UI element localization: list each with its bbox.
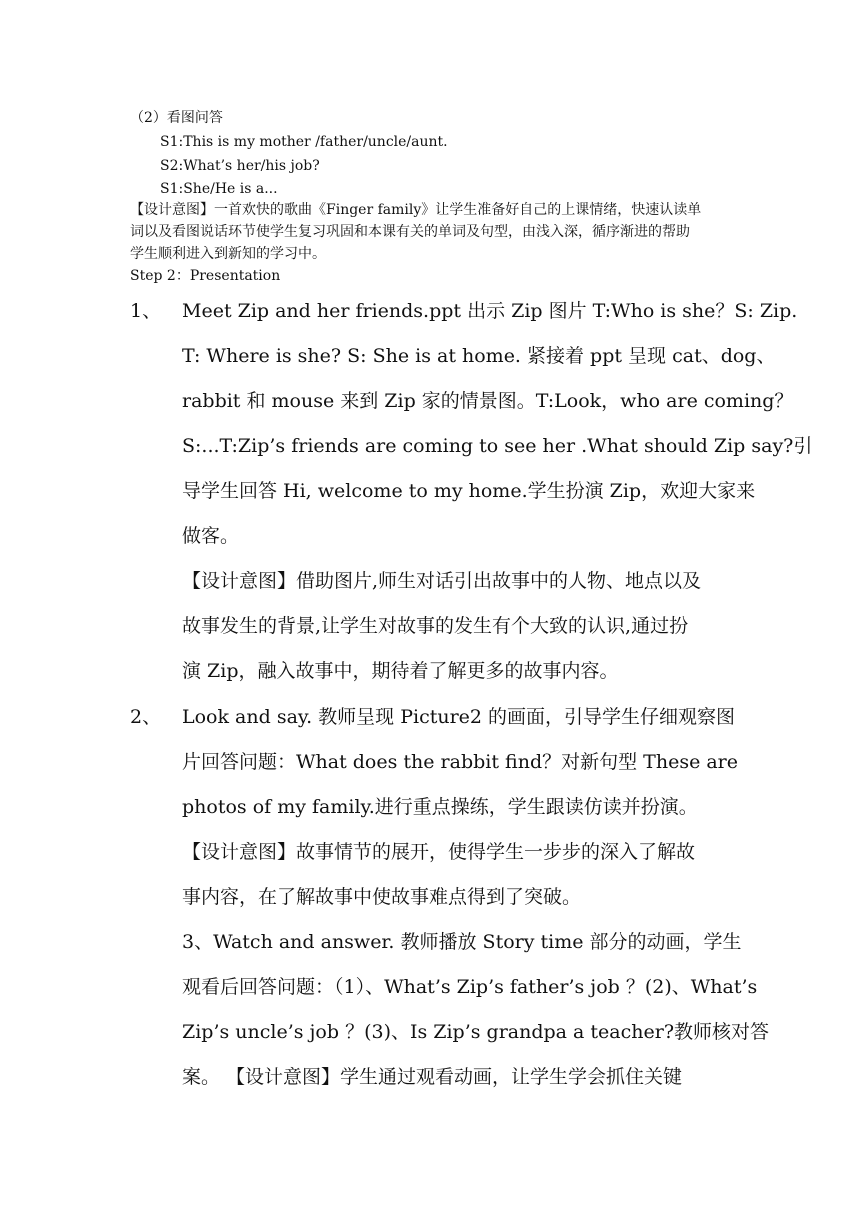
item1-line: 故事发生的背景,让学生对故事的发生有个大致的认识,通过扮 bbox=[182, 615, 689, 637]
item1-line: S:...T:Zip’s friends are coming to see her .What should Zip say?引 bbox=[182, 435, 813, 457]
item1-line: 演 Zip，融入故事中，期待着了解更多的故事内容。 bbox=[182, 660, 619, 682]
item2-line: 观看后回答问题：（1）、What’s Zip’s father’s job ？(2)、What’s bbox=[182, 976, 758, 998]
item2-line: Look and say. 教师呈现 Picture2 的画面，引导学生仔细观察图 bbox=[182, 706, 736, 728]
dialogue-line: S1:This is my mother /father/uncle/aunt. bbox=[160, 134, 448, 150]
section-title: （2）看图问答 bbox=[130, 110, 223, 126]
item1-line: 导学生回答 Hi, welcome to my home.学生扮演 Zip，欢迎大家来 bbox=[182, 480, 756, 502]
item-number: 1、 bbox=[130, 300, 162, 322]
item1-line: Meet Zip and her friends.ppt 出示 Zip 图片 T:Who is she？S: Zip. bbox=[182, 300, 798, 322]
design-intent-line: 【设计意图】一首欢快的歌曲《Finger family》让学生准备好自己的上课情绪，快速认读单 bbox=[130, 202, 702, 218]
design-intent-line: 学生顺利进入到新知的学习中。 bbox=[130, 246, 326, 262]
item2-line: 事内容，在了解故事中使故事难点得到了突破。 bbox=[182, 886, 582, 908]
item2-line: 3、Watch and answer. 教师播放 Story time 部分的动画，学生 bbox=[182, 931, 742, 953]
item2-line: 案。 【设计意图】学生通过观看动画，让学生学会抓住关键 bbox=[182, 1066, 683, 1088]
design-intent-line: 词以及看图说话环节使学生复习巩固和本课有关的单词及句型，由浅入深，循序渐进的帮助 bbox=[130, 224, 690, 240]
item2-line: 片回答问题：What does the rabbit find？对新句型 These are bbox=[182, 751, 739, 773]
step-heading: Step 2：Presentation bbox=[130, 268, 281, 284]
item-number: 2、 bbox=[130, 706, 162, 728]
item2-line: 【设计意图】故事情节的展开，使得学生一步步的深入了解故 bbox=[182, 841, 696, 863]
item2-line: photos of my family.进行重点操练，学生跟读仿读并扮演。 bbox=[182, 796, 698, 818]
item2-line: Zip’s uncle’s job ？(3)、Is Zip’s grandpa a teacher?教师核对答 bbox=[182, 1021, 770, 1043]
dialogue-line: S2:What’s her/his job? bbox=[160, 158, 320, 174]
dialogue-line: S1:She/He is a... bbox=[160, 181, 278, 197]
item1-line: rabbit 和 mouse 来到 Zip 家的情景图。T:Look，who are coming？ bbox=[182, 390, 794, 412]
item1-line: 做客。 bbox=[182, 525, 240, 547]
item1-line: T: Where is she? S: She is at home. 紧接着 ppt 呈现 cat、dog、 bbox=[182, 345, 776, 367]
item1-line: 【设计意图】借助图片,师生对话引出故事中的人物、地点以及 bbox=[182, 570, 702, 592]
